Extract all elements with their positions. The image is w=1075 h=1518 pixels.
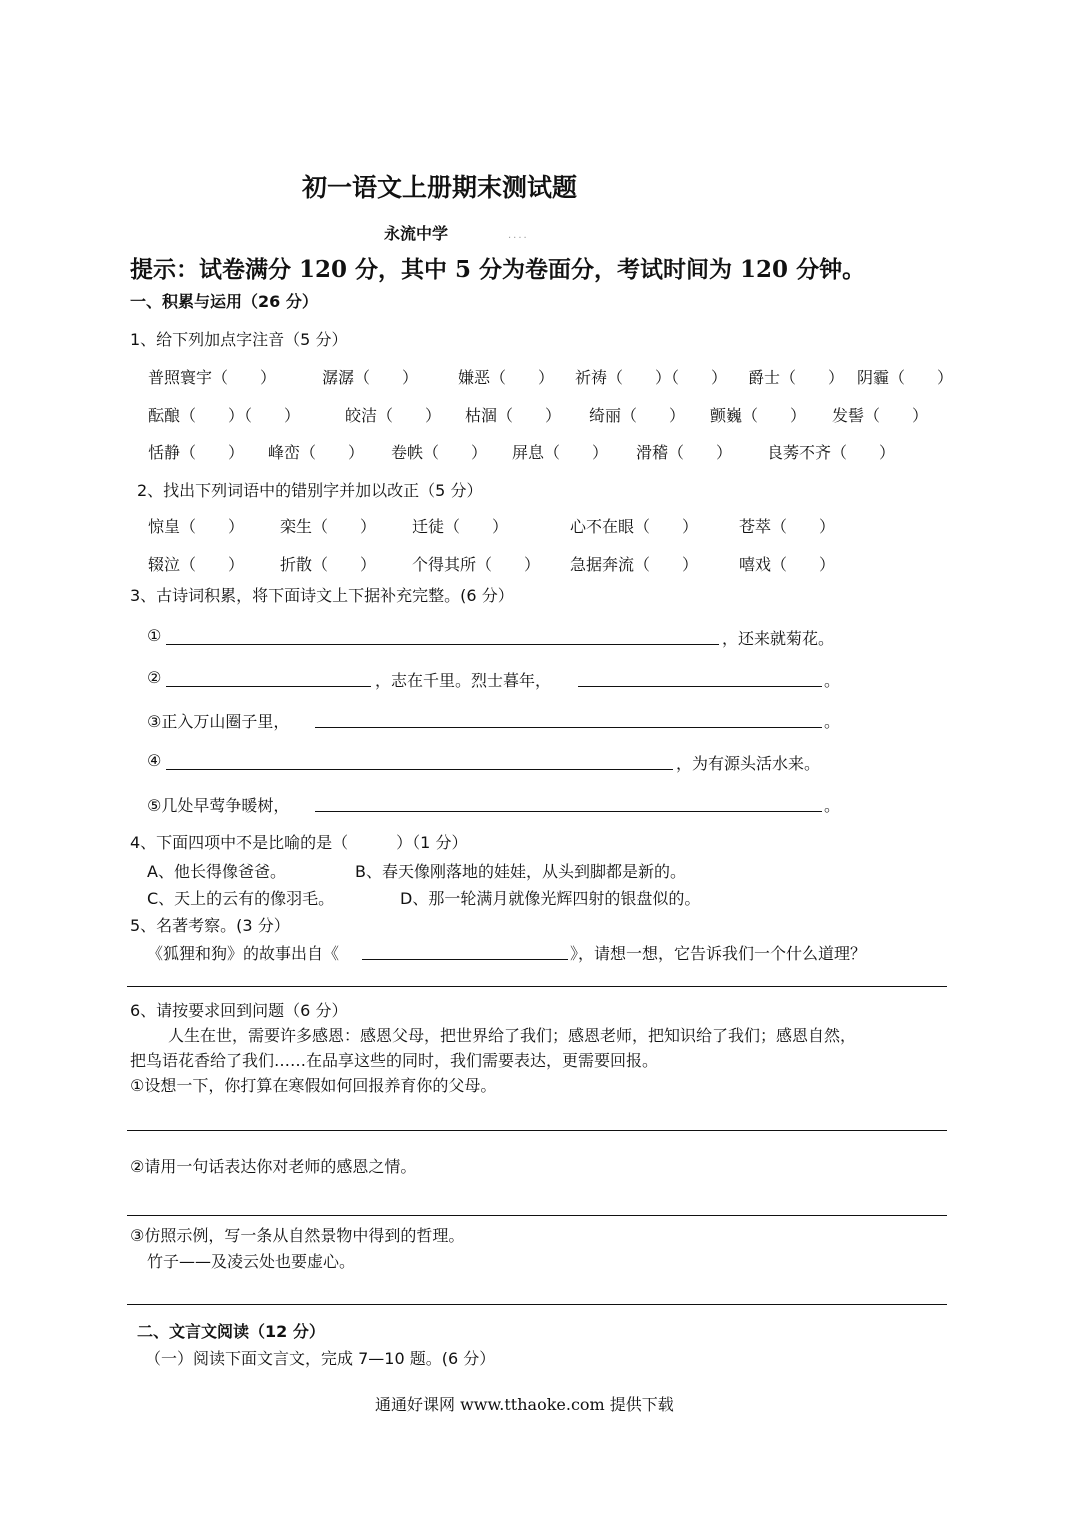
q1-item: 良莠不齐（ ） xyxy=(767,443,896,462)
q2-item: 惊皇（ ） xyxy=(148,517,245,536)
q5-head: 《狐狸和狗》的故事出自《 xyxy=(147,944,340,963)
q3-line2-mid: ，志在千里。烈士暮年， xyxy=(375,671,552,690)
q3-line3-head: ③正入万山圈子里， xyxy=(147,712,290,731)
q4-option-a: A、他长得像爸爸。 xyxy=(147,862,286,881)
q1-item: 发髻（ ） xyxy=(832,406,929,425)
q3-stem: 3、古诗词积累，将下面诗文上下据补充完整。(6 分） xyxy=(130,586,514,605)
q2-item: 心不在眼（ ） xyxy=(570,517,699,536)
q6-example: 竹子——及凌云处也要虚心。 xyxy=(147,1252,356,1271)
q3-line2-num: ② xyxy=(147,668,162,687)
q2-item: 栾生（ ） xyxy=(280,517,377,536)
q2-row2 xyxy=(0,552,1075,576)
school-dots: .... xyxy=(508,230,529,241)
q1-item: 峰峦（ ） xyxy=(268,443,365,462)
q3-line4-tail: ，为有源头活水来。 xyxy=(676,754,821,773)
q5-answer-line[interactable] xyxy=(127,986,947,987)
q6-sub1: ①设想一下，你打算在寒假如何回报养育你的父母。 xyxy=(130,1076,497,1095)
q6-sub3: ③仿照示例，写一条从自然景物中得到的哲理。 xyxy=(130,1226,465,1245)
section2-subheading: （一）阅读下面文言文，完成 7—10 题。(6 分） xyxy=(145,1349,496,1368)
q1-item: 祈祷（ ）（ ） xyxy=(575,368,728,387)
exam-tip: 提示：试卷满分 120 分，其中 5 分为卷面分，考试时间为 120 分钟。 xyxy=(130,256,866,283)
q3-line1-tail: ，还来就菊花。 xyxy=(722,629,835,648)
footer-source: 通通好课网 www.tthaoke.com 提供下载 xyxy=(375,1395,674,1414)
q2-item: 嘻戏（ ） xyxy=(739,555,836,574)
q1-item: 皎洁（ ） xyxy=(345,406,442,425)
q1-item: 绮丽（ ） xyxy=(589,406,686,425)
q1-item: 普照寰宇（ ） xyxy=(148,368,277,387)
q1-item: 滑稽（ ） xyxy=(636,443,733,462)
q1-item: 屏息（ ） xyxy=(512,443,609,462)
q1-item: 酝酿（ ）（ ） xyxy=(148,406,301,425)
q2-item: 个得其所（ ） xyxy=(412,555,541,574)
q6-sub1-answer-line[interactable] xyxy=(127,1130,947,1131)
q1-item: 潺潺（ ） xyxy=(322,368,419,387)
q2-item: 急据奔流（ ） xyxy=(570,555,699,574)
q4-option-b: B、春天像刚落地的娃娃，从头到脚都是新的。 xyxy=(355,862,686,881)
q3-line5-blank[interactable] xyxy=(315,811,822,812)
q1-item: 阴霾（ ） xyxy=(857,368,954,387)
q6-para2: 把鸟语花香给了我们……在品享这些的同时，我们需要表达，更需要回报。 xyxy=(130,1051,659,1070)
q6-sub2-answer-line[interactable] xyxy=(127,1215,947,1216)
q4-option-d: D、那一轮满月就像光辉四射的银盘似的。 xyxy=(400,889,701,908)
q3-line3-tail: 。 xyxy=(824,712,841,731)
q2-item: 辍泣（ ） xyxy=(148,555,245,574)
q3-line2-blank-b[interactable] xyxy=(578,686,822,687)
q1-stem: 1、给下列加点字注音（5 分） xyxy=(130,330,348,349)
q3-line2-tail: 。 xyxy=(824,671,841,690)
section2-heading: 二、文言文阅读（12 分） xyxy=(137,1322,325,1341)
q1-item: 颤巍（ ） xyxy=(710,406,807,425)
q2-item: 苍萃（ ） xyxy=(739,517,836,536)
q3-line4-num: ④ xyxy=(147,751,162,770)
q3-line3-blank[interactable] xyxy=(315,727,822,728)
school-name: 永流中学 xyxy=(384,224,449,243)
q3-line5-head: ⑤几处早莺争暖树， xyxy=(147,796,290,815)
q3-line1-num: ① xyxy=(147,626,162,645)
q1-item: 嫌恶（ ） xyxy=(458,368,555,387)
page-title: 初一语文上册期末测试题 xyxy=(302,173,578,202)
q6-sub2: ②请用一句话表达你对老师的感恩之情。 xyxy=(130,1157,417,1176)
q6-para1: 人生在世，需要许多感恩：感恩父母，把世界给了我们；感恩老师，把知识给了我们；感恩自然， xyxy=(168,1026,857,1045)
q1-row3 xyxy=(0,440,1075,464)
q6-stem: 6、请按要求回到问题（6 分） xyxy=(130,1001,348,1020)
q3-line5-tail: 。 xyxy=(824,796,841,815)
q3-line1-blank[interactable] xyxy=(166,644,719,645)
q2-item: 迁徒（ ） xyxy=(412,517,509,536)
q3-line2-blank-a[interactable] xyxy=(166,686,371,687)
q4-option-c: C、天上的云有的像羽毛。 xyxy=(147,889,335,908)
q2-item: 折散（ ） xyxy=(280,555,377,574)
q1-item: 枯涸（ ） xyxy=(465,406,562,425)
q4-stem: 4、下面四项中不是比喻的是（ ）（1 分） xyxy=(130,833,468,852)
q3-line4-blank[interactable] xyxy=(166,769,673,770)
q5-book-blank[interactable] xyxy=(362,959,568,960)
q1-row1 xyxy=(0,365,1075,389)
q2-row1 xyxy=(0,514,1075,538)
q1-item: 爵士（ ） xyxy=(748,368,845,387)
q1-item: 恬静（ ） xyxy=(148,443,245,462)
q1-item: 卷帙（ ） xyxy=(391,443,488,462)
section1-heading: 一、积累与运用（26 分） xyxy=(130,292,318,311)
q6-sub3-answer-line[interactable] xyxy=(127,1304,947,1305)
q5-tail: 》，请想一想，它告诉我们一个什么道理？ xyxy=(570,944,867,963)
q5-stem: 5、名著考察。(3 分） xyxy=(130,916,290,935)
q2-stem: 2、找出下列词语中的错别字并加以改正（5 分） xyxy=(137,481,483,500)
q1-row2 xyxy=(0,403,1075,427)
